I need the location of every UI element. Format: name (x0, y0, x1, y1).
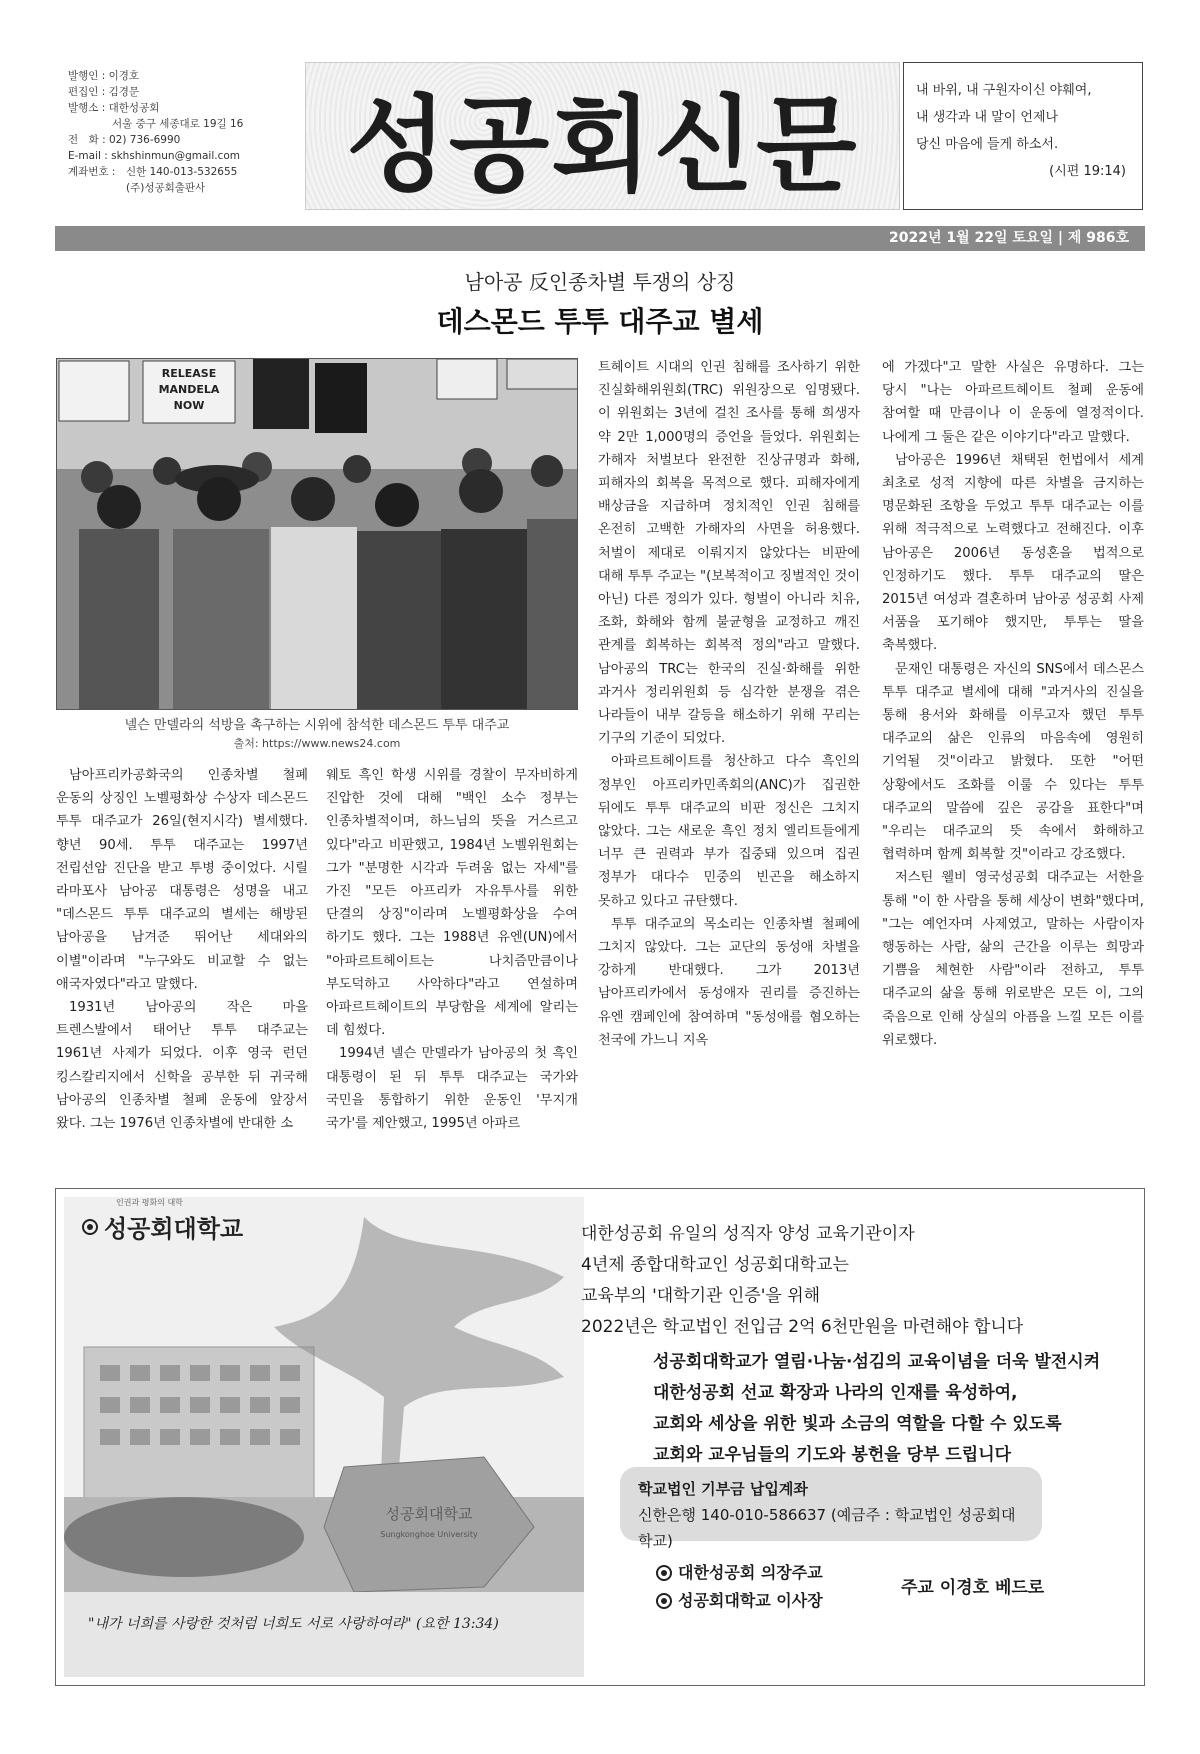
article-column-1 (56, 764, 308, 1156)
stone-sign-text: 성공회대학교 (385, 1505, 473, 1523)
protest-march-illustration (57, 359, 578, 710)
signatory-title: 성공회대학교 이사장 (678, 1591, 823, 1610)
ad-line: 교회와 세상을 위한 빛과 소금의 역할을 다할 수 있도록 (653, 1414, 1062, 1434)
masthead-title: 성공회신문 (346, 83, 859, 206)
account-number: 신한은행 140-010-586637 (예금주 : 학교법인 성공회대학교) (638, 1506, 1016, 1550)
article-photo (56, 358, 578, 710)
sign-text: NOW (173, 399, 205, 412)
verse-line: 내 생각과 내 말이 언제나 (916, 110, 1059, 125)
article-paragraph: 남아프리카공화국의 인종차별 철폐 운동의 상징인 노벨평화상 수상자 데스몬드 투투 대주교가 26일(현지시각) 별세했다. 향년 90세. 투투 대주교는 1997년 전립선암 진단을 받고 투병 중이었다. 시릴 라마포사 남아공 대통령은 성명을 내고 "데스몬드 투투 대주교의 별세는 해방된 남아공을 남겨준 뛰어난 세대와의 이별"이라며 "누구와도 비교할 수 없는 애국자였다"라고 말했다. (56, 768, 308, 992)
article-headline: 데스몬드 투투 대주교 별세 (436, 305, 764, 338)
account-line: 계좌번호 : 신한 140-013-532655 (68, 166, 238, 178)
article-column-2 (326, 764, 578, 1156)
signatory-name: 주교 이경호 베드로 (901, 1578, 1045, 1598)
address-line: 서울 중구 세종대로 19길 16 (112, 118, 244, 130)
ad-line: 교육부의 '대학기관 인증'을 위해 (581, 1286, 821, 1306)
campus-photo (64, 1197, 584, 1677)
sign-text: RELEASE (161, 367, 217, 380)
article-paragraph: 에 가겠다"고 말한 사실은 유명하다. 그는 당시 "나는 아파르트헤이트 철폐 운동에 참여할 때 만큼이나 이 운동에 열정적이다. 나에게 그 둘은 같은 이야기다"라고 말했다. (882, 360, 1144, 445)
verse-line: 당신 마음에 들게 하소서. (916, 137, 1059, 152)
ad-appeal-text (653, 1347, 1100, 1471)
photo-source: 출처: https://www.news24.com (233, 737, 401, 750)
ad-intro-text (581, 1219, 1023, 1343)
verse-reference: (시편 19:14) (1049, 164, 1126, 179)
issue-date-bar: 2022년 1월 22일 토요일 | 제 986호 (55, 226, 1145, 251)
masthead (305, 62, 900, 210)
sign-text: MANDELA (158, 383, 220, 396)
article-paragraph: 트헤이트 시대의 인권 침해를 조사하기 위한 진실화해위원회(TRC) 위원장으로 임명됐다. 이 위원회는 3년에 걸친 조사를 통해 희생자 약 2만 1,000명의 증언을 들었다. 위원회는 가해자 처벌보다 완전한 진상규명과 화해, 피해자의 회복을 목적으로 했다. 피해자에게 배상금을 지급하며 정치적인 인권 침해를 온전히 고백한 가해자의 사면을 허용했다. 처벌이 제대로 이뤄지지 않았다는 비판에 대해 투투 주교는 "(보복적이고 징벌적인 것이 아닌) 다른 정의가 있다. 형벌이 아니라 치유, 조화, 화해와 함께 불균형을 교정하고 깨진 관계를 회복하는 회복적 정의"라고 말했다. 남아공의 TRC는 한국의 진실·화해를 위한 과거사 정리위원회 등 심각한 분쟁을 겪은 나라들이 내부 갈등을 해소하기 위해 꾸리는 기구의 기준이 되었다. (598, 360, 860, 747)
ad-line: 대한성공회 유일의 성직자 양성 교육기관이자 (581, 1224, 915, 1244)
article-column-4 (882, 356, 1144, 1156)
article-paragraph: 웨토 흑인 학생 시위를 경찰이 무자비하게 진압한 것에 대해 "백인 소수 정부는 인종차별적이며, 하느님의 뜻을 거스르고 있다"라고 비판했고, 1984년 노벨위원회는 그가 "분명한 시각과 두려움 없는 자세"를 가진 "모든 아프리카 자유투사를 위한 단결의 상징"이라며 노벨평화상을 수여 하기도 했다. 그는 1988년 유엔(UN)에서 "아파르트헤이트는 나치즘만큼이나 부도덕하고 사악하다"라고 연설하며 아파르트헤이트의 부당함을 세계에 알리는 데 힘썼다. (326, 768, 578, 1039)
ad-line: 교회와 교우님들의 기도와 봉헌을 당부 드립니다 (653, 1445, 1012, 1465)
campus-illustration (64, 1197, 584, 1677)
article-paragraph: 투투 대주교의 목소리는 인종차별 철폐에 그치지 않았다. 그는 교단의 동성애 차별을 강하게 반대했다. 그가 2013년 남아프리카에서 동성애자 권리를 증진하는 유엔 캠페인에 참여하며 "동성애를 혐오하는 천국에 가느니 지옥 (598, 916, 860, 1048)
account-holder-line: (주)성공회출판사 (126, 182, 206, 194)
article-paragraph: 아파르트헤이트를 청산하고 다수 흑인의 정부인 아프리카민족회의(ANC)가 집권한 뒤에도 투투 대주교의 비판 정신은 그치지 않았다. 그는 새로운 흑인 정치 엘리트들에게 너무 큰 권력과 부가 집중돼 있으며 집권 정부가 대다수 민중의 빈곤을 해소하지 못하고 있다고 규탄했다. (598, 754, 860, 909)
bible-quote: "내가 너희를 사랑한 것처럼 너희도 서로 사랑하여라" (요한 13:34) (88, 1616, 499, 1632)
article-paragraph: 1994년 넬슨 만델라가 남아공의 첫 흑인 대통령이 된 뒤 투투 대주교는 국가와 국민을 통합하기 위한 운동인 '무지개 국가'를 제안했고, 1995년 아파르 (326, 1046, 578, 1132)
logo-text: 성공회대학교 (104, 1214, 244, 1243)
publisher-line: 발행인 : 이경호 (68, 70, 140, 82)
signatories (656, 1559, 823, 1615)
stone-sign-english: Sungkonghoe University (380, 1530, 478, 1539)
ad-line: 4년제 종합대학교인 성공회대학교는 (581, 1255, 849, 1275)
article-paragraph: 1931년 남아공의 작은 마을 트렌스발에서 태어난 투투 대주교는 1961년 사제가 되었다. 이후 영국 런던 킹스칼리지에서 신학을 공부한 뒤 귀국해 남아공의 인종차별 철폐 운동에 앞장서 왔다. 그는 1976년 인종차별에 반대한 소 (56, 1000, 308, 1132)
university-seal-icon (656, 1593, 672, 1609)
verse-line: 내 바위, 내 구원자이신 야훼여, (916, 83, 1092, 98)
university-advertisement (55, 1188, 1145, 1686)
donation-account-box (620, 1467, 1042, 1550)
verse-box (903, 62, 1143, 210)
account-title: 학교법인 기부금 납입계좌 (638, 1480, 808, 1498)
office-line: 발행소 : 대한성공회 (68, 102, 160, 114)
logo-tagline: 인권과 평화의 대학 (116, 1198, 183, 1207)
phone-line: 전 화 : 02) 736-6990 (68, 134, 181, 146)
ad-line: 대한성공회 선교 확장과 나라의 인재를 육성하여, (653, 1383, 1018, 1403)
email-line: E-mail : skhshinmun@gmail.com (68, 150, 240, 162)
photo-caption: 넬슨 만델라의 석방을 촉구하는 시위에 참석한 데스몬드 투투 대주교 (124, 718, 510, 733)
article-paragraph: 남아공은 1996년 채택된 헌법에서 세계 최초로 성적 지향에 따른 차별을 금지하는 명문화된 조항을 두었고 투투 대주교는 이를 위해 적극적으로 노력했다고 전해진다. 이후 남아공은 2006년 동성혼을 법적으로 인정하기도 했다. 투투 대주교의 딸은 2015년 여성과 결혼하며 남아공 성공회 사제 서품을 포기해야 했지만, 투투는 딸을 축복했다. (882, 452, 1144, 654)
ad-line: 2022년은 학교법인 전입금 2억 6천만원을 마련해야 합니다 (581, 1317, 1024, 1337)
church-seal-icon (656, 1565, 672, 1581)
ad-line: 성공회대학교가 열림·나눔·섬김의 교육이념을 더욱 발전시켜 (653, 1352, 1101, 1372)
article-paragraph: 문재인 대통령은 자신의 SNS에서 데스몬스 투투 대주교 별세에 대해 "과거사의 진실을 통해 용서와 화해를 이루고자 했던 투투 대주교의 삶은 인류의 마음속에 영원히 기억될 것"이라고 밝혔다. 또한 "어떤 상황에서도 조화를 이룰 수 있다는 투투 대주교의 말씀에 깊은 공감을 표한다"며 "우리는 대주교의 뜻 속에서 화해하고 협력하며 함께 회복할 것"이라고 강조했다. (882, 661, 1144, 863)
article-subhead: 남아공 反인종차별 투쟁의 상징 (464, 270, 736, 294)
article-paragraph: 저스틴 웰비 영국성공회 대주교는 서한을 통해 "이 한 사람을 통해 세상이 변화"했다며, "그는 예언자며 사제였고, 말하는 사람이자 행동하는 사람, 삶의 근간을 이루는 희망과 기쁨을 체현한 사람"이라 전하고, 투투 대주교의 삶을 통해 위로받은 모든 이, 그의 죽음으로 인해 상실의 아픔을 느낄 모든 이를 위로했다. (882, 870, 1144, 1048)
publisher-info (68, 68, 308, 196)
university-logo (82, 1198, 244, 1244)
university-seal-icon (82, 1219, 98, 1235)
signatory-title: 대한성공회 의장주교 (678, 1563, 823, 1582)
editor-line: 편집인 : 김경문 (68, 86, 140, 98)
article-column-3 (598, 356, 860, 1156)
